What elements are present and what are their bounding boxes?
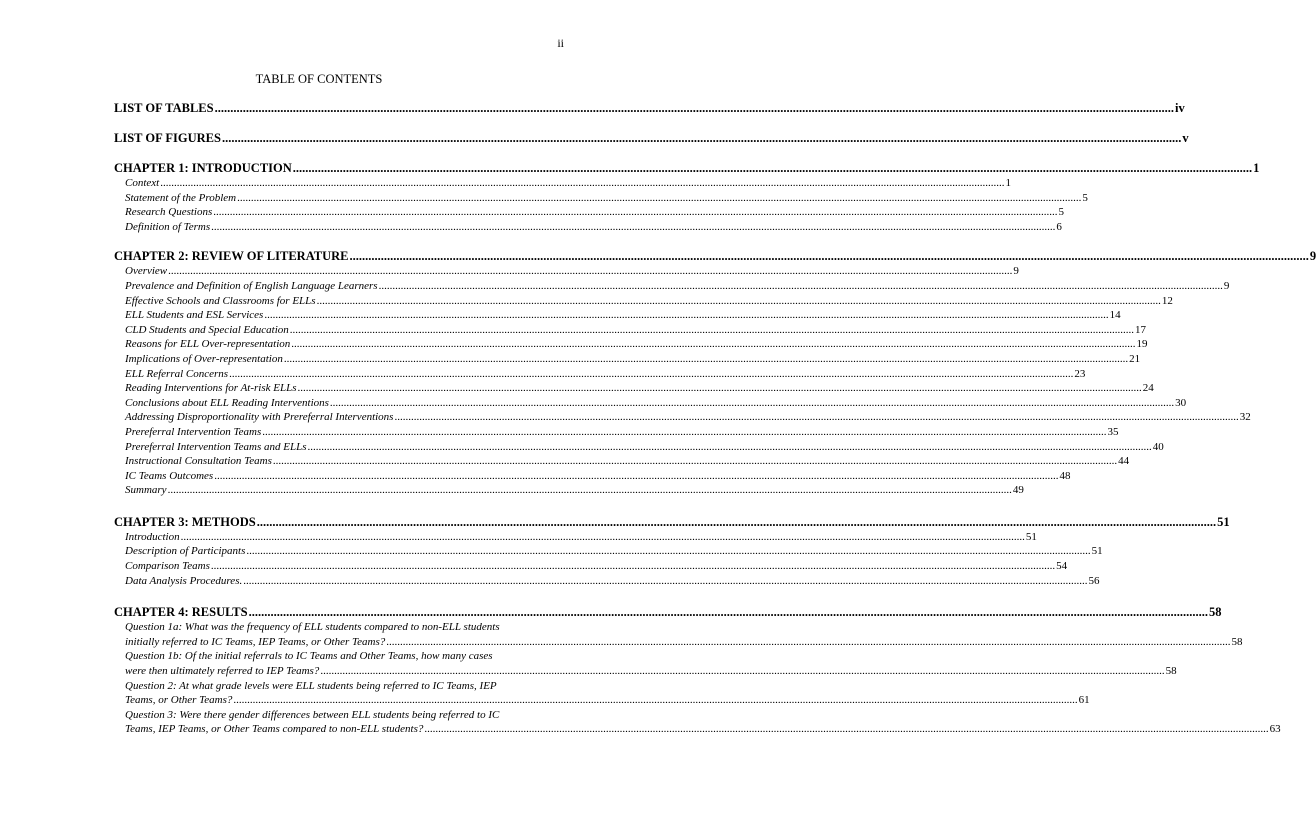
section-page-number: 40 <box>1152 440 1164 453</box>
section-title: Research Questions <box>125 206 213 219</box>
question-title-line-1: Question 1b: Of the initial referrals to IC Teams and Other Teams, how many cases <box>125 650 493 663</box>
toc-section-entry[interactable] <box>114 191 1088 206</box>
section-title: Context <box>125 177 160 189</box>
page-number: ii <box>557 36 564 50</box>
toc-question-entry[interactable] <box>114 620 1243 649</box>
dot-leader <box>284 352 1128 367</box>
section-page-number: 54 <box>1056 560 1068 573</box>
toc-chapter-2[interactable]: CHAPTER 2: REVIEW OF LITERATURE ..... 9 <box>114 248 562 264</box>
dot-leader <box>386 635 1230 650</box>
section-page-number: 49 <box>1012 484 1024 497</box>
section-page-number: 44 <box>1118 455 1130 468</box>
dot-leader <box>320 664 1164 679</box>
toc-section-entry[interactable] <box>114 396 1187 411</box>
question-page-number: 58 <box>1231 635 1243 648</box>
section-page-number: 14 <box>1109 309 1121 322</box>
section-title: Instructional Consultation Teams <box>125 455 272 468</box>
dot-leader <box>330 396 1174 411</box>
toc-section-entry[interactable] <box>114 352 1141 367</box>
dot-leader <box>168 264 1012 279</box>
section-title: Data Analysis Procedures. <box>125 574 243 587</box>
dot-leader <box>213 205 1057 220</box>
question-title-line-1: Question 3: Were there gender differences between ELL students being referred to IC <box>125 708 500 721</box>
question-title-line-1: Question 1a: What was the frequency of ELL students compared to non-ELL students <box>125 621 500 634</box>
toc-entry-list-of-figures[interactable]: LIST OF FIGURES ..... v <box>114 130 562 146</box>
section-page-number: 24 <box>1142 382 1154 395</box>
toc-section-entry[interactable] <box>114 574 1100 589</box>
chapter-4-questions <box>114 620 1281 737</box>
toc-chapter-3[interactable]: CHAPTER 3: METHODS ..... 51 <box>114 514 562 530</box>
dot-leader <box>211 559 1055 574</box>
toc-section-entry[interactable] <box>114 410 1251 425</box>
question-text: initially referred to IC Teams, IEP Teams, or Other Teams? <box>125 635 386 648</box>
dot-leader <box>181 530 1025 545</box>
toc-section-entry[interactable] <box>114 323 1147 338</box>
section-title: IC Teams Outcomes <box>125 469 214 482</box>
toc-title: TABLE OF CONTENTS <box>255 72 383 86</box>
toc-question-entry[interactable] <box>114 708 1281 737</box>
section-title: Implications of Over-representation <box>125 352 283 365</box>
toc-section-entry[interactable] <box>114 176 1011 191</box>
toc-section-entry[interactable] <box>114 294 1173 309</box>
section-title: Comparison Teams <box>125 560 210 573</box>
question-title-line-1: Question 2: At what grade levels were ELL students being referred to IC Teams, IEP <box>125 679 497 692</box>
dot-leader <box>211 220 1055 235</box>
section-title: Summary <box>125 484 167 497</box>
dot-leader <box>394 410 1238 425</box>
dot-leader <box>160 176 1004 191</box>
dot-leader <box>273 454 1117 469</box>
toc-section-entry[interactable] <box>114 205 1065 220</box>
dot-leader <box>291 337 1135 352</box>
section-page-number: 56 <box>1088 574 1100 587</box>
section-title: Addressing Disproportionality with Prereferral Interventions <box>125 411 394 424</box>
toc-section-entry[interactable] <box>114 530 1037 545</box>
dot-leader <box>246 544 1090 559</box>
section-page-number: 32 <box>1239 411 1251 424</box>
section-title: Prereferral Intervention Teams and ELLs <box>125 440 307 453</box>
toc-section-entry[interactable] <box>114 367 1086 382</box>
toc-section-entry[interactable] <box>114 469 1071 484</box>
dot-leader <box>214 469 1058 484</box>
dot-leader <box>243 574 1087 589</box>
section-page-number: 23 <box>1074 367 1086 380</box>
section-title: Description of Participants <box>125 545 246 558</box>
chapter-2-sections <box>114 264 1251 498</box>
toc-section-entry[interactable] <box>114 220 1062 235</box>
section-title: Prevalence and Definition of English Language Learners <box>125 279 378 292</box>
table-of-contents <box>114 100 1316 737</box>
toc-chapter-4[interactable]: CHAPTER 4: RESULTS ..... 58 <box>114 604 562 620</box>
question-page-number: 58 <box>1165 665 1177 678</box>
section-page-number: 1 <box>1005 177 1011 189</box>
section-page-number: 5 <box>1058 206 1065 219</box>
section-title: Definition of Terms <box>125 220 211 233</box>
toc-section-entry[interactable] <box>114 440 1164 455</box>
dot-leader <box>168 483 1012 498</box>
section-title: ELL Students and ESL Services <box>125 309 264 322</box>
dot-leader <box>233 693 1077 708</box>
section-page-number: 51 <box>1091 545 1103 558</box>
toc-section-entry[interactable] <box>114 264 1019 279</box>
section-page-number: 35 <box>1107 425 1119 438</box>
dot-leader <box>317 294 1161 309</box>
section-title: Introduction <box>125 530 180 543</box>
section-title: Effective Schools and Classrooms for ELLs <box>125 294 316 307</box>
dot-leader <box>237 191 1081 206</box>
section-page-number: 30 <box>1175 396 1187 409</box>
chapter-1-sections <box>114 176 1088 234</box>
section-page-number: 9 <box>1013 265 1019 278</box>
question-title-line-2 <box>114 693 1090 708</box>
question-text: Teams, IEP Teams, or Other Teams compared to non-ELL students? <box>125 723 424 736</box>
section-title: Overview <box>125 265 168 278</box>
question-page-number: 63 <box>1269 723 1281 736</box>
dot-leader <box>298 381 1142 396</box>
dot-leader <box>229 367 1073 382</box>
section-page-number: 5 <box>1082 191 1088 204</box>
section-page-number: 48 <box>1059 469 1071 482</box>
question-title-line-2 <box>114 635 1243 650</box>
toc-section-entry[interactable] <box>114 308 1121 323</box>
question-text: Teams, or Other Teams? <box>125 694 233 707</box>
question-title-line-2 <box>114 664 1177 679</box>
chapter-3-sections <box>114 530 1103 588</box>
dot-leader <box>308 440 1152 455</box>
question-title-line-2 <box>114 722 1281 737</box>
section-title: Reading Interventions for At-risk ELLs <box>125 382 297 395</box>
toc-section-entry[interactable] <box>114 279 1230 294</box>
toc-question-entry[interactable] <box>114 649 1177 678</box>
toc-section-entry[interactable] <box>114 381 1154 396</box>
toc-section-entry[interactable] <box>114 483 1024 498</box>
toc-question-entry[interactable] <box>114 679 1090 708</box>
section-title: Statement of the Problem <box>125 191 237 204</box>
dot-leader <box>379 279 1223 294</box>
dot-leader <box>424 722 1268 737</box>
toc-chapter-1[interactable]: CHAPTER 1: INTRODUCTION ..... 1 <box>114 160 562 176</box>
toc-entry-list-of-tables[interactable]: LIST OF TABLES ..... iv <box>114 100 562 116</box>
section-page-number: 17 <box>1135 323 1147 336</box>
section-page-number: 6 <box>1056 220 1062 233</box>
toc-section-entry[interactable] <box>114 337 1148 352</box>
section-title: CLD Students and Special Education <box>125 323 289 336</box>
section-title: Reasons for ELL Over-representation <box>125 338 291 351</box>
section-page-number: 51 <box>1025 530 1037 543</box>
section-page-number: 21 <box>1129 352 1141 365</box>
question-page-number: 61 <box>1078 694 1090 707</box>
section-page-number: 19 <box>1136 338 1148 351</box>
dot-leader <box>290 323 1134 338</box>
section-page-number: 9 <box>1223 279 1230 292</box>
toc-section-entry[interactable] <box>114 559 1068 574</box>
question-text: were then ultimately referred to IEP Teams? <box>125 665 320 678</box>
toc-section-entry[interactable] <box>114 454 1130 469</box>
toc-section-entry[interactable] <box>114 425 1119 440</box>
section-title: ELL Referral Concerns <box>125 367 229 380</box>
toc-section-entry[interactable] <box>114 544 1103 559</box>
section-title: Conclusions about ELL Reading Interventions <box>125 396 329 409</box>
section-page-number: 12 <box>1161 294 1173 307</box>
section-title: Prereferral Intervention Teams <box>125 425 262 438</box>
dot-leader <box>262 425 1106 440</box>
dot-leader <box>264 308 1108 323</box>
